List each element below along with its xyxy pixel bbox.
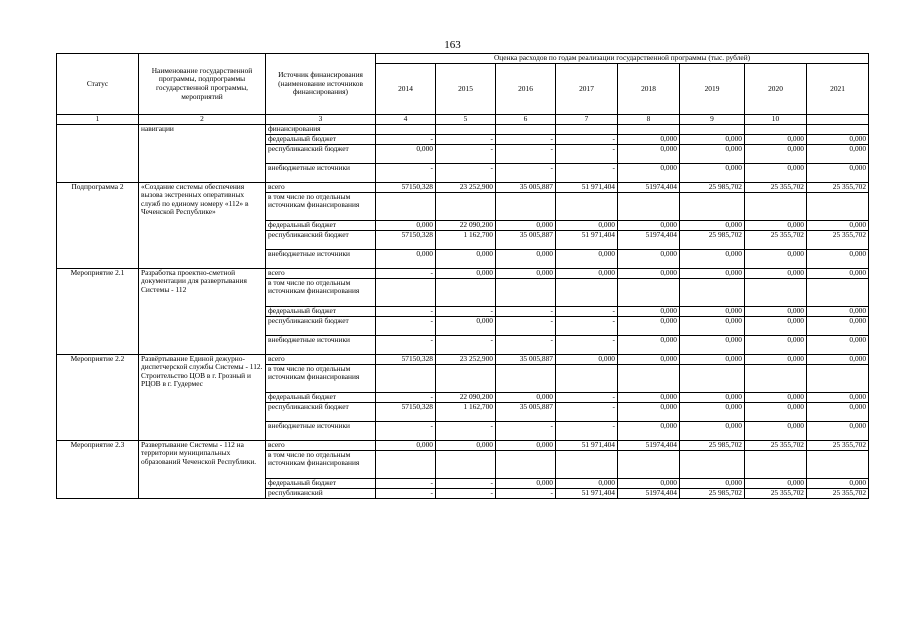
header-status: Статус [57, 54, 139, 115]
header-year: 2016 [496, 64, 556, 115]
row-source: федеральный бюджет [266, 478, 376, 488]
value-cell [680, 364, 745, 392]
value-cell: - [556, 316, 618, 335]
value-cell: 0,000 [807, 316, 869, 335]
value-cell: 25 985,702 [680, 182, 745, 192]
value-cell: 0,000 [376, 440, 436, 450]
value-cell [807, 124, 869, 134]
value-cell: - [496, 421, 556, 440]
row-source: финансирования [266, 124, 376, 134]
value-cell: 25 355,702 [807, 230, 869, 249]
value-cell: 0,000 [376, 144, 436, 163]
value-cell [376, 450, 436, 478]
value-cell: 0,000 [680, 354, 745, 364]
row-source: внебюджетные источники [266, 163, 376, 182]
value-cell: 51974,404 [618, 182, 680, 192]
value-cell [436, 364, 496, 392]
value-cell: 51 971,404 [556, 230, 618, 249]
value-cell: - [376, 421, 436, 440]
value-cell: 25 355,702 [807, 182, 869, 192]
value-cell [556, 364, 618, 392]
value-cell: - [376, 163, 436, 182]
value-cell: 0,000 [680, 268, 745, 278]
row-source: республиканский [266, 488, 376, 498]
row-source: в том числе по отдельным источникам финансирования [266, 364, 376, 392]
value-cell: - [496, 306, 556, 316]
value-cell: 0,000 [496, 392, 556, 402]
value-cell: 0,000 [556, 478, 618, 488]
row-name: «Создание системы обеспечения вызова экстренных оперативных служб по единому номеру «112» в Чеченской Республике» [139, 182, 266, 268]
column-number: 10 [745, 115, 807, 125]
value-cell: 0,000 [807, 144, 869, 163]
value-cell: 0,000 [745, 249, 807, 268]
value-cell: 0,000 [618, 268, 680, 278]
value-cell: 0,000 [807, 354, 869, 364]
row-name: навигации [139, 124, 266, 182]
row-source: республиканский бюджет [266, 230, 376, 249]
value-cell: 0,000 [807, 134, 869, 144]
value-cell: 0,000 [618, 306, 680, 316]
row-status: Мероприятие 2.3 [57, 440, 139, 498]
value-cell: 0,000 [556, 354, 618, 364]
value-cell: 35 005,887 [496, 230, 556, 249]
value-cell: - [496, 144, 556, 163]
value-cell: 0,000 [556, 268, 618, 278]
value-cell: 0,000 [618, 392, 680, 402]
value-cell [556, 192, 618, 220]
header-source: Источник финансирования (наименование источников финансирования) [266, 54, 376, 115]
row-source: федеральный бюджет [266, 220, 376, 230]
value-cell: - [436, 306, 496, 316]
table-row [57, 124, 869, 134]
value-cell: 22 090,200 [436, 220, 496, 230]
value-cell [680, 192, 745, 220]
column-number: 5 [436, 115, 496, 125]
value-cell: 0,000 [556, 220, 618, 230]
table-row [57, 268, 869, 278]
row-source: внебюджетные источники [266, 249, 376, 268]
value-cell: 0,000 [680, 249, 745, 268]
value-cell: 0,000 [376, 249, 436, 268]
value-cell: 25 355,702 [745, 440, 807, 450]
value-cell: - [556, 306, 618, 316]
value-cell [376, 278, 436, 306]
value-cell: 0,000 [680, 402, 745, 421]
value-cell [376, 364, 436, 392]
value-cell [807, 192, 869, 220]
value-cell: - [376, 488, 436, 498]
value-cell: 0,000 [376, 220, 436, 230]
value-cell: 0,000 [436, 440, 496, 450]
value-cell: 0,000 [745, 268, 807, 278]
value-cell [556, 450, 618, 478]
value-cell: 0,000 [807, 306, 869, 316]
value-cell: - [556, 134, 618, 144]
value-cell: 0,000 [618, 478, 680, 488]
value-cell: - [376, 268, 436, 278]
value-cell: 25 985,702 [680, 440, 745, 450]
value-cell: 57150,328 [376, 182, 436, 192]
value-cell: 51 971,404 [556, 488, 618, 498]
row-source: федеральный бюджет [266, 392, 376, 402]
value-cell [436, 124, 496, 134]
row-source: всего [266, 182, 376, 192]
value-cell [618, 124, 680, 134]
value-cell [618, 450, 680, 478]
value-cell: - [496, 163, 556, 182]
value-cell [680, 124, 745, 134]
column-number: 4 [376, 115, 436, 125]
value-cell: 0,000 [680, 335, 745, 354]
row-status: Мероприятие 2.2 [57, 354, 139, 440]
value-cell: - [556, 402, 618, 421]
row-source: в том числе по отдельным источникам финансирования [266, 192, 376, 220]
value-cell: 51 971,404 [556, 182, 618, 192]
value-cell: 51974,404 [618, 440, 680, 450]
value-cell: 0,000 [807, 478, 869, 488]
value-cell: 0,000 [436, 268, 496, 278]
value-cell: - [496, 335, 556, 354]
header-year: 2018 [618, 64, 680, 115]
value-cell: 0,000 [618, 354, 680, 364]
value-cell: 0,000 [618, 220, 680, 230]
row-source: в том числе по отдельным источникам финансирования [266, 450, 376, 478]
value-cell: 35 005,887 [496, 354, 556, 364]
value-cell: 23 252,900 [436, 182, 496, 192]
header-year: 2021 [807, 64, 869, 115]
column-number: 2 [139, 115, 266, 125]
value-cell: 0,000 [745, 134, 807, 144]
column-number: 1 [57, 115, 139, 125]
value-cell [496, 192, 556, 220]
value-cell: 0,000 [680, 220, 745, 230]
value-cell: 0,000 [436, 249, 496, 268]
value-cell [618, 192, 680, 220]
value-cell: 0,000 [618, 316, 680, 335]
value-cell: 0,000 [745, 163, 807, 182]
value-cell: 0,000 [745, 421, 807, 440]
value-cell [436, 278, 496, 306]
row-source: всего [266, 354, 376, 364]
value-cell: 25 985,702 [680, 230, 745, 249]
value-cell [436, 450, 496, 478]
value-cell: 57150,328 [376, 230, 436, 249]
value-cell: 0,000 [745, 354, 807, 364]
header-estimate: Оценка расходов по годам реализации государственной программы (тыс. рублей) [376, 54, 869, 64]
value-cell: - [436, 335, 496, 354]
value-cell: 25 355,702 [745, 230, 807, 249]
value-cell [618, 364, 680, 392]
value-cell [496, 450, 556, 478]
value-cell: - [376, 134, 436, 144]
value-cell: - [376, 335, 436, 354]
budget-table [56, 53, 869, 499]
value-cell: 51 971,404 [556, 440, 618, 450]
value-cell: 57150,328 [376, 354, 436, 364]
value-cell [745, 278, 807, 306]
value-cell: 0,000 [745, 144, 807, 163]
value-cell: 0,000 [680, 134, 745, 144]
header-year: 2020 [745, 64, 807, 115]
value-cell: 0,000 [745, 316, 807, 335]
value-cell: - [376, 316, 436, 335]
value-cell [556, 124, 618, 134]
value-cell: - [376, 306, 436, 316]
value-cell: - [436, 163, 496, 182]
value-cell: 0,000 [618, 163, 680, 182]
value-cell: 57150,328 [376, 402, 436, 421]
value-cell: 0,000 [807, 249, 869, 268]
value-cell: 0,000 [680, 392, 745, 402]
value-cell: 35 005,887 [496, 402, 556, 421]
value-cell: 0,000 [807, 268, 869, 278]
row-source: федеральный бюджет [266, 134, 376, 144]
value-cell: 0,000 [745, 220, 807, 230]
value-cell: - [496, 134, 556, 144]
value-cell: 0,000 [556, 249, 618, 268]
value-cell [436, 192, 496, 220]
column-number: 9 [680, 115, 745, 125]
value-cell [618, 278, 680, 306]
value-cell [376, 192, 436, 220]
value-cell [680, 278, 745, 306]
value-cell: 0,000 [618, 335, 680, 354]
value-cell: 0,000 [745, 478, 807, 488]
table-row [57, 440, 869, 450]
value-cell: 51974,404 [618, 230, 680, 249]
row-source: республиканский бюджет [266, 402, 376, 421]
value-cell [745, 124, 807, 134]
value-cell: 25 985,702 [680, 488, 745, 498]
value-cell: 0,000 [680, 163, 745, 182]
value-cell [745, 364, 807, 392]
value-cell: - [556, 392, 618, 402]
table-row [57, 182, 869, 192]
value-cell: 25 355,702 [807, 440, 869, 450]
row-source: в том числе по отдельным источникам финансирования [266, 278, 376, 306]
value-cell: 22 090,200 [436, 392, 496, 402]
value-cell: 0,000 [618, 134, 680, 144]
value-cell [556, 278, 618, 306]
value-cell: 0,000 [618, 249, 680, 268]
value-cell: 0,000 [807, 163, 869, 182]
row-name: Развёртывание Единой дежурно-диспетчерской службы Системы - 112. Строительство ЦОВ в г. Грозный и РЦОВ в г. Гудермес [139, 354, 266, 440]
value-cell: - [556, 163, 618, 182]
row-source: внебюджетные источники [266, 335, 376, 354]
value-cell: - [556, 144, 618, 163]
value-cell: 0,000 [618, 421, 680, 440]
value-cell: - [556, 335, 618, 354]
column-number [807, 115, 869, 125]
value-cell: 23 252,900 [436, 354, 496, 364]
value-cell: 0,000 [807, 392, 869, 402]
header-year: 2019 [680, 64, 745, 115]
value-cell: 35 005,887 [496, 182, 556, 192]
value-cell: 0,000 [745, 402, 807, 421]
value-cell: 0,000 [745, 335, 807, 354]
row-name: Развертывание Системы - 112 на территории муниципальных образований Чеченской Республики. [139, 440, 266, 498]
value-cell: 0,000 [680, 421, 745, 440]
column-number: 3 [266, 115, 376, 125]
value-cell: 0,000 [745, 392, 807, 402]
value-cell: 0,000 [436, 316, 496, 335]
value-cell: - [436, 134, 496, 144]
value-cell [807, 450, 869, 478]
value-cell: 0,000 [680, 306, 745, 316]
value-cell: 0,000 [496, 440, 556, 450]
value-cell: 0,000 [807, 402, 869, 421]
value-cell: - [436, 421, 496, 440]
value-cell: 1 162,700 [436, 230, 496, 249]
row-source: всего [266, 440, 376, 450]
value-cell: - [436, 478, 496, 488]
value-cell: 0,000 [807, 421, 869, 440]
value-cell: 0,000 [680, 316, 745, 335]
value-cell [376, 124, 436, 134]
value-cell [496, 364, 556, 392]
value-cell: 0,000 [496, 220, 556, 230]
value-cell: 0,000 [680, 478, 745, 488]
column-number: 6 [496, 115, 556, 125]
value-cell: 25 355,702 [745, 182, 807, 192]
value-cell [807, 364, 869, 392]
value-cell: - [376, 392, 436, 402]
row-source: федеральный бюджет [266, 306, 376, 316]
column-number: 7 [556, 115, 618, 125]
value-cell [807, 278, 869, 306]
value-cell: - [436, 144, 496, 163]
value-cell: - [556, 421, 618, 440]
value-cell: - [496, 488, 556, 498]
value-cell: 0,000 [745, 306, 807, 316]
value-cell: 0,000 [496, 249, 556, 268]
value-cell: 1 162,700 [436, 402, 496, 421]
row-status [57, 124, 139, 182]
row-source: всего [266, 268, 376, 278]
header-year: 2015 [436, 64, 496, 115]
row-name: Разработка проектно-сметной документации для развертывания Системы - 112 [139, 268, 266, 354]
value-cell: 25 355,702 [745, 488, 807, 498]
row-status: Мероприятие 2.1 [57, 268, 139, 354]
value-cell: - [376, 478, 436, 488]
value-cell [745, 192, 807, 220]
value-cell: - [496, 316, 556, 335]
page-number: 163 [444, 39, 461, 51]
value-cell [680, 450, 745, 478]
value-cell: 0,000 [496, 268, 556, 278]
value-cell: 25 355,702 [807, 488, 869, 498]
row-status: Подпрограмма 2 [57, 182, 139, 268]
value-cell [496, 278, 556, 306]
value-cell [496, 124, 556, 134]
value-cell: - [436, 488, 496, 498]
header-year: 2017 [556, 64, 618, 115]
row-source: республиканский бюджет [266, 144, 376, 163]
row-source: республиканский бюджет [266, 316, 376, 335]
header-name: Наименование государственной программы, подпрограммы государственной программы, мероприятий [139, 54, 266, 115]
value-cell [745, 450, 807, 478]
value-cell: 0,000 [807, 335, 869, 354]
value-cell: 0,000 [807, 220, 869, 230]
column-number: 8 [618, 115, 680, 125]
row-source: внебюджетные источники [266, 421, 376, 440]
value-cell: 51974,404 [618, 488, 680, 498]
header-year: 2014 [376, 64, 436, 115]
value-cell: 0,000 [618, 144, 680, 163]
value-cell: 0,000 [680, 144, 745, 163]
value-cell: 0,000 [496, 478, 556, 488]
table-row [57, 354, 869, 364]
value-cell: 0,000 [618, 402, 680, 421]
